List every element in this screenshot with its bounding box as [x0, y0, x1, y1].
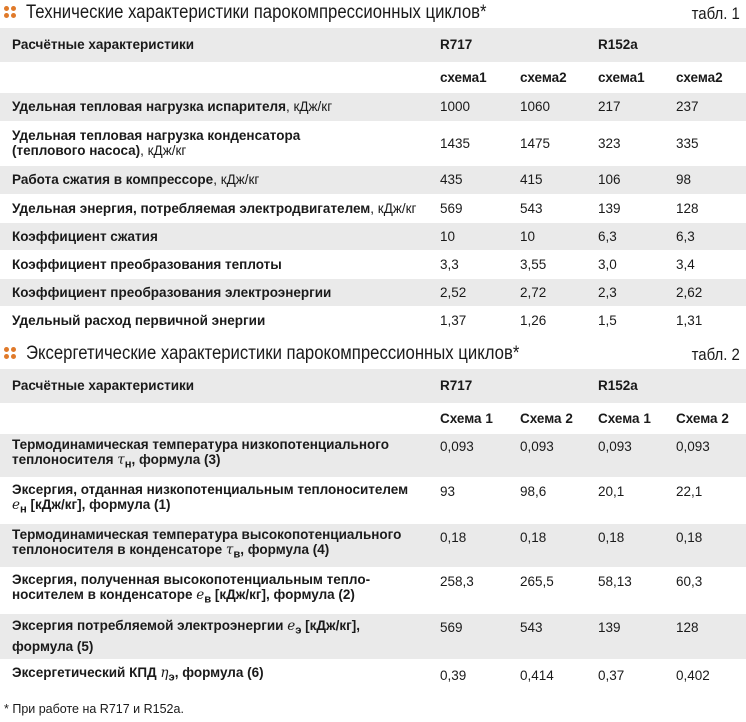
cell: 0,402	[668, 659, 746, 692]
cell: 543	[512, 194, 590, 222]
cell: 1,31	[668, 306, 746, 334]
cell: 1435	[432, 121, 512, 165]
row-label: Термодинамическая температура высокопотенциального теплоносителя в конденсаторе $\tau_в$, формула (4)	[0, 523, 432, 567]
table-row	[0, 433, 746, 477]
cell: 128	[668, 613, 746, 659]
cell: 1,5	[590, 306, 668, 334]
cell: 1,37	[432, 306, 512, 334]
table-row	[0, 523, 746, 567]
table-1-label: табл. 1	[691, 4, 740, 23]
row-label: Коэффициент преобразования теплоты	[0, 250, 432, 278]
table-row	[0, 567, 746, 613]
header-sub: схема2	[512, 62, 590, 92]
header-group-r152a: R152a	[590, 28, 746, 62]
cell: 2,3	[590, 278, 668, 306]
table-1-grid	[0, 28, 746, 335]
cell: 0,18	[668, 523, 746, 567]
header-group-r717: R717	[432, 369, 590, 403]
row-label: Удельная энергия, потребляемая электродвигателем, кДж/кг	[0, 194, 432, 222]
row-label: Термодинамическая температура низкопотенциального теплоносителя $\tau_н$, формула (3)	[0, 433, 432, 477]
cell: 2,62	[668, 278, 746, 306]
table-2-title-row	[0, 341, 746, 369]
cell: 435	[432, 165, 512, 194]
table-row	[0, 403, 746, 433]
table-2	[0, 341, 746, 693]
cell: 10	[512, 222, 590, 250]
cell: 2,52	[432, 278, 512, 306]
table-row	[0, 194, 746, 222]
header-cell: Расчётные характеристики	[0, 369, 432, 403]
header-cell	[0, 403, 432, 433]
cell: 0,414	[512, 659, 590, 692]
row-label: Коэффициент сжатия	[0, 222, 432, 250]
cell: 1475	[512, 121, 590, 165]
table-row	[0, 369, 746, 403]
cell: 569	[432, 194, 512, 222]
row-label: Эксергия, отданная низкопотенциальным теплоносителем $e_н$ [кДж/кг], формула (1)	[0, 477, 432, 523]
cell: 10	[432, 222, 512, 250]
cell: 58,13	[590, 567, 668, 613]
cell: 217	[590, 92, 668, 121]
cell: 0,093	[668, 433, 746, 477]
header-sub: Схема 1	[432, 403, 512, 433]
bullet-dots-icon	[4, 6, 18, 20]
cell: 3,55	[512, 250, 590, 278]
table-row	[0, 222, 746, 250]
table-2-title: Эксергетические характеристики парокомпрессионных циклов*	[26, 343, 520, 364]
cell: 415	[512, 165, 590, 194]
cell: 128	[668, 194, 746, 222]
cell: 3,0	[590, 250, 668, 278]
row-label: Удельная тепловая нагрузка испарителя, кДж/кг	[0, 92, 432, 121]
row-label: Эксергия потребляемой электроэнергии $e_э$ [кДж/кг], формула (5)	[0, 613, 432, 659]
table-row	[0, 306, 746, 334]
header-sub: схема1	[590, 62, 668, 92]
table-row	[0, 92, 746, 121]
cell: 3,3	[432, 250, 512, 278]
header-cell	[0, 62, 432, 92]
table-row	[0, 121, 746, 165]
cell: 3,4	[668, 250, 746, 278]
cell: 60,3	[668, 567, 746, 613]
footnote: * При работе на R717 и R152a.	[4, 702, 184, 716]
cell: 22,1	[668, 477, 746, 523]
header-group-r152a: R152a	[590, 369, 746, 403]
row-label: Эксергетический КПД $\eta_э$, формула (6)	[0, 659, 432, 692]
cell: 265,5	[512, 567, 590, 613]
cell: 0,39	[432, 659, 512, 692]
header-cell: Расчётные характеристики	[0, 28, 432, 62]
row-label: Эксергия, полученная высокопотенциальным тепло- носителем в конденсаторе $e_в$ [кДж/кг], формула (2)	[0, 567, 432, 613]
cell: 1,26	[512, 306, 590, 334]
table-row	[0, 250, 746, 278]
cell: 6,3	[668, 222, 746, 250]
cell: 98	[668, 165, 746, 194]
header-sub: Схема 1	[590, 403, 668, 433]
table-2-grid	[0, 369, 746, 693]
table-row	[0, 165, 746, 194]
table-2-label: табл. 2	[691, 345, 740, 364]
cell: 0,093	[512, 433, 590, 477]
cell: 1000	[432, 92, 512, 121]
table-row	[0, 477, 746, 523]
table-1-title-row	[0, 0, 746, 28]
cell: 0,18	[590, 523, 668, 567]
cell: 1060	[512, 92, 590, 121]
cell: 0,093	[590, 433, 668, 477]
table-1	[0, 0, 746, 335]
header-sub: схема2	[668, 62, 746, 92]
row-label: Удельный расход первичной энергии	[0, 306, 432, 334]
cell: 0,37	[590, 659, 668, 692]
cell: 20,1	[590, 477, 668, 523]
cell: 2,72	[512, 278, 590, 306]
row-label: Коэффициент преобразования электроэнергии	[0, 278, 432, 306]
table-row	[0, 659, 746, 692]
cell: 98,6	[512, 477, 590, 523]
header-sub: Схема 2	[668, 403, 746, 433]
header-sub: Схема 2	[512, 403, 590, 433]
cell: 543	[512, 613, 590, 659]
table-row	[0, 613, 746, 659]
cell: 323	[590, 121, 668, 165]
cell: 258,3	[432, 567, 512, 613]
cell: 335	[668, 121, 746, 165]
cell: 139	[590, 194, 668, 222]
row-label: Работа сжатия в компрессоре, кДж/кг	[0, 165, 432, 194]
cell: 0,18	[512, 523, 590, 567]
cell: 0,18	[432, 523, 512, 567]
table-1-title: Технические характеристики парокомпрессионных циклов*	[26, 2, 487, 23]
row-label: Удельная тепловая нагрузка конденсатора (теплового насоса), кДж/кг	[0, 121, 432, 165]
bullet-dots-icon	[4, 347, 18, 361]
header-sub: схема1	[432, 62, 512, 92]
cell: 139	[590, 613, 668, 659]
cell: 106	[590, 165, 668, 194]
cell: 0,093	[432, 433, 512, 477]
table-row	[0, 28, 746, 62]
cell: 237	[668, 92, 746, 121]
table-row	[0, 62, 746, 92]
cell: 6,3	[590, 222, 668, 250]
cell: 93	[432, 477, 512, 523]
cell: 569	[432, 613, 512, 659]
header-group-r717: R717	[432, 28, 590, 62]
table-row	[0, 278, 746, 306]
